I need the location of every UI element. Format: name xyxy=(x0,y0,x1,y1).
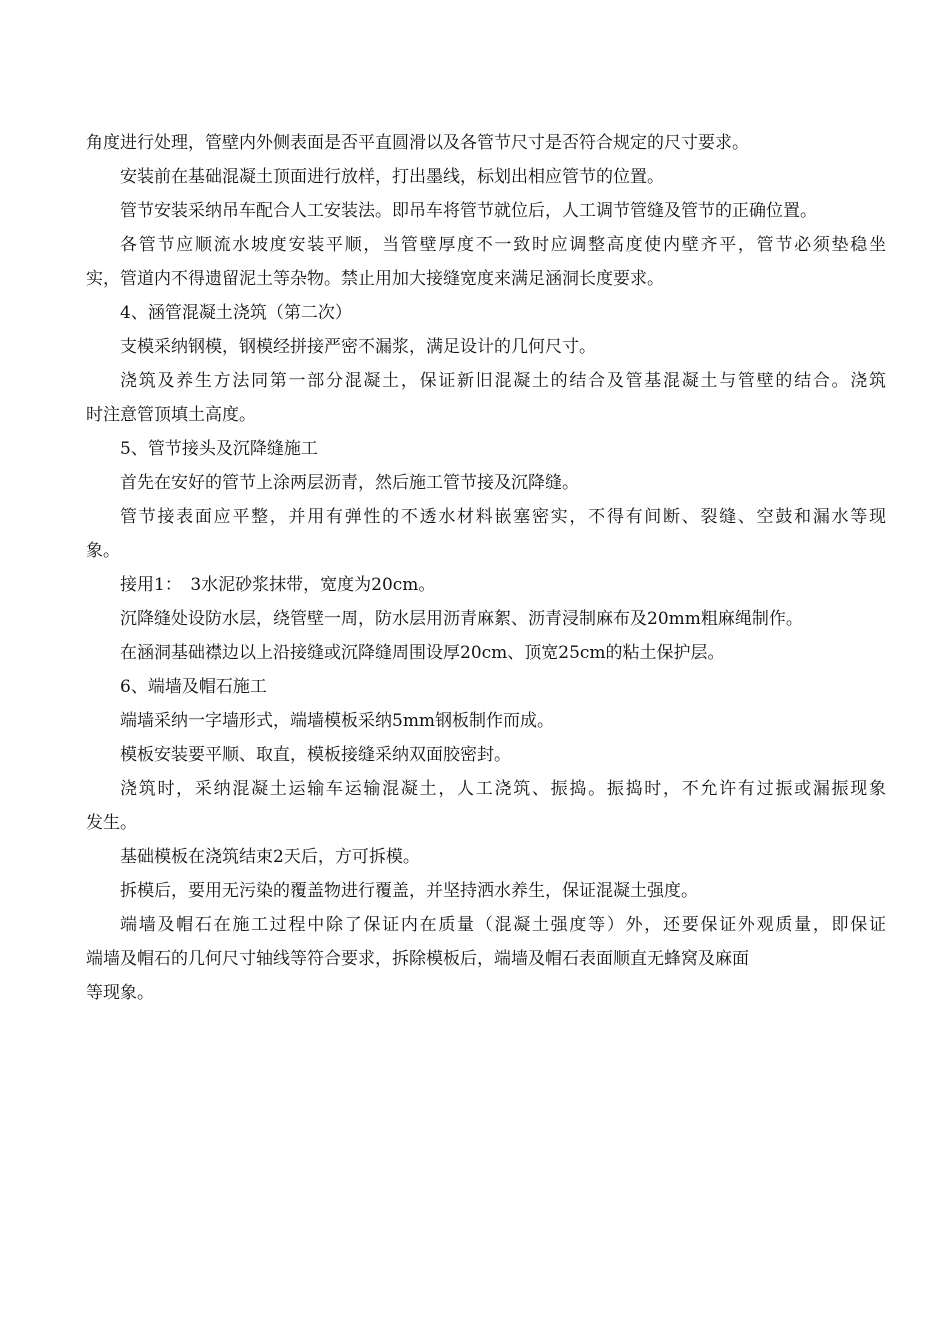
text-line: 沉降缝处设防水层，绕管壁一周，防水层用沥青麻絮、沥青浸制麻布及20mm粗麻绳制作。 xyxy=(120,609,803,629)
text-line: 角度进行处理，管壁内外侧表面是否平直圆滑以及各管节尺寸是否符合规定的尺寸要求。 xyxy=(86,133,749,153)
text-line: 管节安装采纳吊车配合人工安装法。即吊车将管节就位后，人工调节管缝及管节的正确位置。 xyxy=(120,201,817,221)
text-line: 发生。 xyxy=(86,813,137,833)
text-line: 实，管道内不得遗留泥土等杂物。禁止用加大接缝宽度来满足涵洞长度要求。 xyxy=(86,269,664,289)
text-line: 等现象。 xyxy=(86,983,154,1003)
text-line: 各管节应顺流水坡度安装平顺，当管壁厚度不一致时应调整高度使内壁齐平，管节必须垫稳坐 xyxy=(120,235,886,255)
text-line: 接用1： 3水泥砂浆抹带，宽度为20cm。 xyxy=(120,575,436,595)
text-line: 端墙及帽石在施工过程中除了保证内在质量（混凝土强度等）外，还要保证外观质量，即保证 xyxy=(120,915,886,935)
text-line: 浇筑及养生方法同第一部分混凝土，保证新旧混凝土的结合及管基混凝土与管壁的结合。浇筑 xyxy=(120,371,886,391)
text-line: 首先在安好的管节上涂两层沥青，然后施工管节接及沉降缝。 xyxy=(120,473,579,493)
section-heading: 4、涵管混凝土浇筑（第二次） xyxy=(120,303,352,323)
text-line: 象。 xyxy=(86,541,120,561)
text-line: 端墙及帽石的几何尺寸轴线等符合要求，拆除模板后，端墙及帽石表面顺直无蜂窝及麻面 xyxy=(86,949,749,969)
text-line: 管节接表面应平整，并用有弹性的不透水材料嵌塞密实，不得有间断、裂缝、空鼓和漏水等现 xyxy=(120,507,886,527)
section-heading: 5、管节接头及沉降缝施工 xyxy=(120,439,318,459)
text-line: 在涵洞基础襟边以上沿接缝或沉降缝周围设厚20cm、顶宽25cm的粘土保护层。 xyxy=(120,643,725,663)
text-line: 安装前在基础混凝土顶面进行放样，打出墨线，标划出相应管节的位置。 xyxy=(120,167,664,187)
text-line: 端墙采纳一字墙形式，端墙模板采纳5mm钢板制作而成。 xyxy=(120,711,555,731)
text-line: 模板安装要平顺、取直，模板接缝采纳双面胶密封。 xyxy=(120,745,511,765)
section-heading: 6、端墙及帽石施工 xyxy=(120,677,267,697)
text-line: 浇筑时，采纳混凝土运输车运输混凝土，人工浇筑、振捣。振捣时，不允许有过振或漏振现象 xyxy=(120,779,886,799)
document-page xyxy=(86,126,886,1010)
text-line: 时注意管顶填土高度。 xyxy=(86,405,256,425)
text-line: 支模采纳钢模，钢模经拼接严密不漏浆，满足设计的几何尺寸。 xyxy=(120,337,596,357)
text-line: 基础模板在浇筑结束2天后，方可拆模。 xyxy=(120,847,420,867)
text-line: 拆模后，要用无污染的覆盖物进行覆盖，并坚持洒水养生，保证混凝土强度。 xyxy=(120,881,698,901)
